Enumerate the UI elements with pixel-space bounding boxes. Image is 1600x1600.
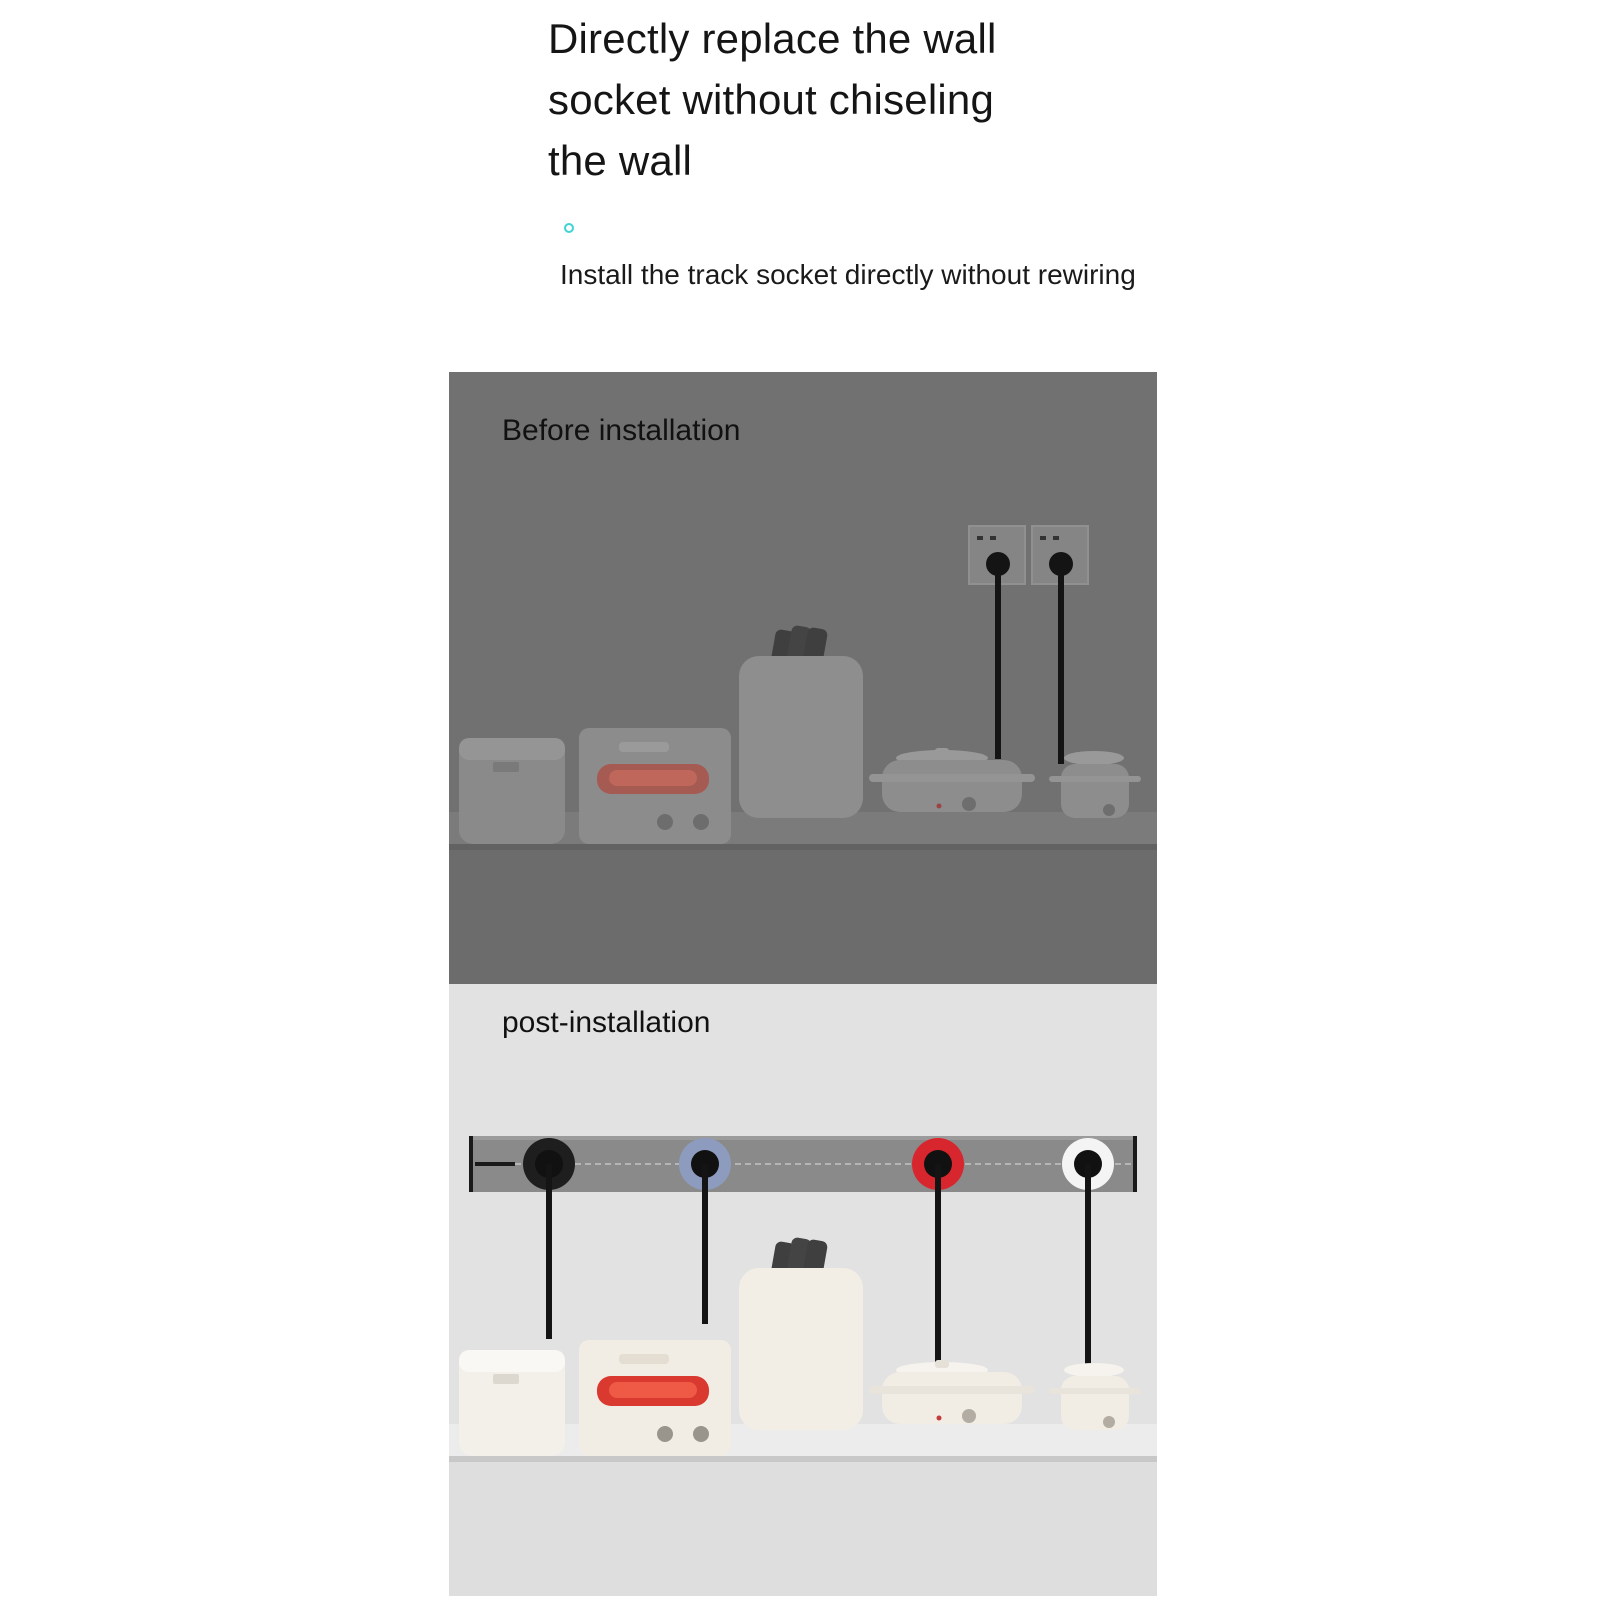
before-installation-panel xyxy=(449,372,1157,984)
post-installation-label: post-installation xyxy=(502,1006,711,1039)
toaster-oven-icon xyxy=(579,728,731,844)
headline-line-1: Directly replace the wall xyxy=(548,15,997,62)
rice-cooker-icon xyxy=(459,738,565,844)
headline-line-2: socket without chiseling xyxy=(548,76,995,123)
toaster-oven-cream-icon xyxy=(579,1340,731,1456)
accent-dot-icon xyxy=(564,223,574,233)
headline xyxy=(548,8,1068,191)
rice-cooker-cream-icon xyxy=(459,1350,565,1456)
post-installation-illustration xyxy=(449,984,1157,1596)
post-installation-panel xyxy=(449,984,1157,1596)
before-installation-label: Before installation xyxy=(502,414,741,447)
headline-line-3: the wall xyxy=(548,137,693,184)
subheading: Install the track socket directly without rewiring xyxy=(560,259,1136,290)
before-installation-illustration xyxy=(449,372,1157,984)
